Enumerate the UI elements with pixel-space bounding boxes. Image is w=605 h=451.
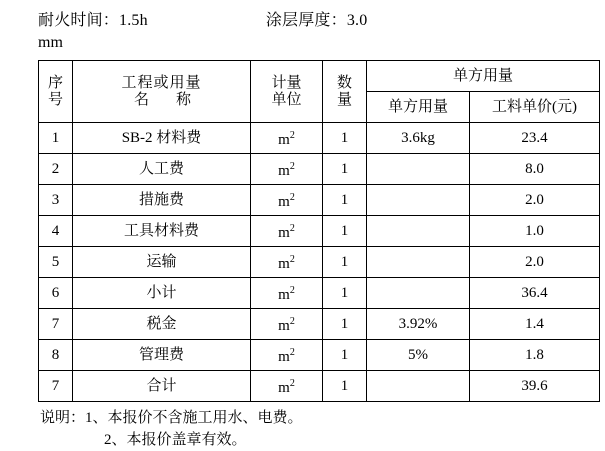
- cell-quantity: 1: [323, 371, 367, 402]
- header-row: [38, 10, 577, 32]
- cell-seq: 5: [39, 247, 73, 278]
- cell-amount: 3.92%: [367, 309, 470, 340]
- document-header: [38, 10, 577, 54]
- column-header-quantity-line1: 数: [336, 74, 352, 91]
- cell-quantity: 1: [323, 154, 367, 185]
- note-line-2: 2、本报价盖章有效。: [104, 432, 247, 448]
- column-header-unit-line1: 计量: [271, 74, 302, 91]
- column-header-seq-line2: 号: [47, 91, 63, 108]
- table-row: [39, 247, 600, 278]
- quotation-table: [38, 60, 600, 402]
- cell-seq: 3: [39, 185, 73, 216]
- cell-amount: 3.6kg: [367, 123, 470, 154]
- cell-unit: $m^2$: [251, 247, 323, 278]
- cell-amount: [367, 278, 470, 309]
- cell-project-name: 运输: [73, 247, 251, 278]
- cell-price: 36.4: [470, 278, 600, 309]
- table-row: [39, 154, 600, 185]
- column-header-quantity-line2: 量: [336, 91, 352, 108]
- cell-project-name: SB-2 材料费: [73, 123, 251, 154]
- cell-price: 39.6: [470, 371, 600, 402]
- cell-project-name: 措施费: [73, 185, 251, 216]
- cell-seq: 6: [39, 278, 73, 309]
- table-row: [39, 371, 600, 402]
- cell-amount: 5%: [367, 340, 470, 371]
- note-line-1: 说明：1、本报价不含施工用水、电费。: [40, 410, 303, 426]
- cell-price: 23.4: [470, 123, 600, 154]
- coating-thickness-unit: mm: [38, 34, 63, 51]
- cell-amount: [367, 216, 470, 247]
- table-row: [39, 216, 600, 247]
- cell-seq: 4: [39, 216, 73, 247]
- table-row: [39, 123, 600, 154]
- cell-seq: 7: [39, 309, 73, 340]
- cell-price: 1.4: [470, 309, 600, 340]
- column-header-quantity: [323, 61, 367, 123]
- cell-project-name: 小计: [73, 278, 251, 309]
- table-header: [39, 61, 600, 123]
- cell-amount: [367, 185, 470, 216]
- column-header-amount: 单方用量: [367, 92, 470, 123]
- cell-unit: $m^2$: [251, 185, 323, 216]
- column-header-seq: [39, 61, 73, 123]
- cell-quantity: 1: [323, 247, 367, 278]
- coating-thickness-label: 涂层厚度：3.0: [265, 12, 368, 29]
- table-row: [39, 278, 600, 309]
- cell-quantity: 1: [323, 123, 367, 154]
- cell-seq: 7: [39, 371, 73, 402]
- notes-block: [38, 407, 577, 451]
- cell-quantity: 1: [323, 278, 367, 309]
- cell-unit: $m^2$: [251, 309, 323, 340]
- column-header-project: [73, 61, 251, 123]
- table-body: [39, 123, 600, 402]
- table-row: [39, 185, 600, 216]
- cell-seq: 1: [39, 123, 73, 154]
- cell-project-name: 工具材料费: [73, 216, 251, 247]
- column-header-project-line2: 名 称: [133, 91, 197, 108]
- cell-project-name: 合计: [73, 371, 251, 402]
- cell-price: 1.8: [470, 340, 600, 371]
- column-header-unit-line2: 单位: [271, 91, 302, 108]
- column-header-unit: [251, 61, 323, 123]
- cell-price: 1.0: [470, 216, 600, 247]
- cell-project-name: 税金: [73, 309, 251, 340]
- cell-unit: $m^2$: [251, 340, 323, 371]
- cell-price: 2.0: [470, 247, 600, 278]
- cell-amount: [367, 371, 470, 402]
- column-header-price: 工料单价(元): [470, 92, 600, 123]
- cell-amount: [367, 247, 470, 278]
- table-row: [39, 309, 600, 340]
- cell-unit: $m^2$: [251, 371, 323, 402]
- cell-amount: [367, 154, 470, 185]
- cell-quantity: 1: [323, 340, 367, 371]
- cell-price: 2.0: [470, 185, 600, 216]
- cell-quantity: 1: [323, 309, 367, 340]
- table-header-row-1: [39, 61, 600, 92]
- cell-price: 8.0: [470, 154, 600, 185]
- column-header-group-unit-consumption: 单方用量: [367, 61, 600, 92]
- cell-unit: $m^2$: [251, 123, 323, 154]
- cell-seq: 8: [39, 340, 73, 371]
- column-header-seq-line1: 序: [47, 74, 63, 91]
- cell-unit: $m^2$: [251, 278, 323, 309]
- table-row: [39, 340, 600, 371]
- cell-unit: $m^2$: [251, 154, 323, 185]
- cell-project-name: 管理费: [73, 340, 251, 371]
- column-header-project-line1: 工程或用量: [121, 74, 202, 91]
- fire-resistance-label: 耐火时间：1.5h: [38, 12, 148, 29]
- cell-unit: $m^2$: [251, 216, 323, 247]
- cell-seq: 2: [39, 154, 73, 185]
- cell-project-name: 人工费: [73, 154, 251, 185]
- cell-quantity: 1: [323, 185, 367, 216]
- cell-quantity: 1: [323, 216, 367, 247]
